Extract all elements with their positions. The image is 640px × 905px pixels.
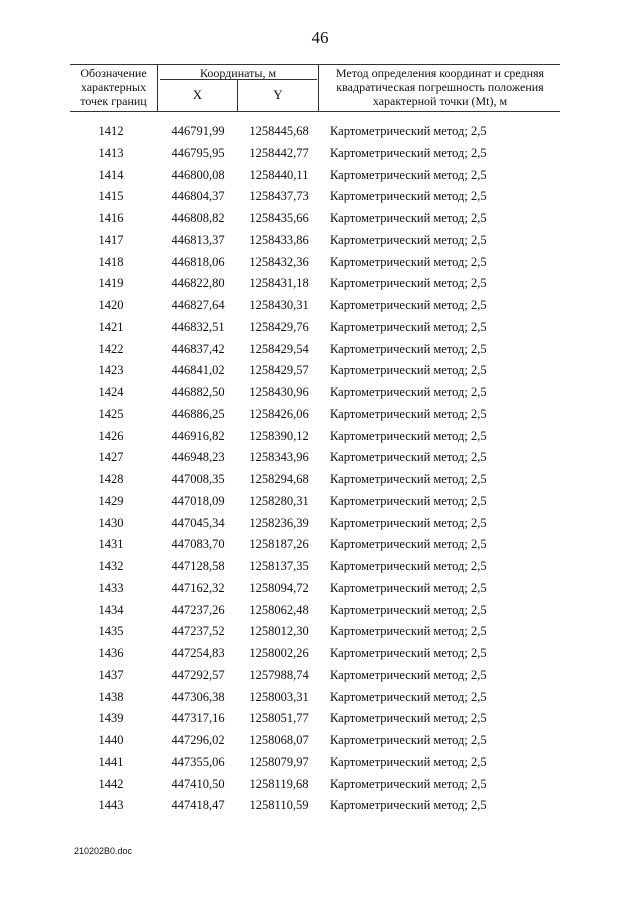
method-cell: Картометрический метод; 2,5 (330, 559, 487, 573)
table-row (0, 275, 640, 291)
method-cell: Картометрический метод; 2,5 (330, 711, 487, 726)
coord-y: 1258343,96 (249, 450, 309, 465)
table-row (0, 210, 640, 226)
method-cell: Картометрический метод; 2,5 (330, 798, 487, 813)
table-row (0, 428, 640, 444)
method-cell: Картометрический метод; 2,5 (330, 646, 487, 660)
point-id: 1419 (98, 276, 124, 291)
method-cell: Картометрический метод; 2,5 (330, 276, 487, 291)
table-row (0, 536, 640, 552)
footer-filename: 210202B0.doc (74, 846, 133, 856)
method-cell: Картометрический метод; 2,5 (330, 341, 487, 356)
point-id: 1436 (98, 646, 124, 660)
coord-y: 1258390,12 (249, 428, 309, 443)
coord-y: 1258430,31 (249, 298, 309, 312)
coord-y: 1258280,31 (249, 493, 309, 508)
table-row (0, 732, 640, 748)
coord-y: 1258440,11 (249, 167, 309, 182)
coord-y: 1258062,48 (249, 602, 309, 617)
method-cell: Картометрический метод; 2,5 (330, 232, 487, 247)
method-cell: Картометрический метод; 2,5 (330, 624, 487, 639)
header-method-line-3: характерной точки (Mt), м (372, 94, 508, 108)
point-id: 1433 (98, 580, 124, 595)
coord-x: 447008,35 (171, 472, 225, 486)
point-id: 1439 (98, 711, 124, 726)
coord-y: 1258429,57 (249, 363, 309, 378)
header-y: Y (273, 87, 283, 102)
point-id: 1428 (98, 472, 124, 486)
coord-x: 446827,64 (171, 298, 225, 312)
coord-y: 1258137,35 (249, 559, 309, 573)
coord-y: 1258119,68 (249, 776, 309, 791)
point-id: 1420 (98, 298, 124, 312)
coord-x: 446804,37 (171, 189, 225, 204)
method-cell: Картометрический метод; 2,5 (330, 472, 487, 486)
table-row (0, 384, 640, 400)
coord-x: 446808,82 (171, 211, 225, 225)
coord-y: 1258236,39 (249, 515, 309, 530)
point-id: 1429 (98, 493, 124, 508)
coord-x: 446886,25 (171, 406, 225, 421)
coord-x: 446882,50 (171, 385, 225, 399)
table-row (0, 689, 640, 705)
point-id: 1414 (98, 167, 124, 182)
coord-y: 1258429,54 (249, 341, 309, 356)
method-cell: Картометрический метод; 2,5 (330, 689, 487, 704)
point-id: 1432 (98, 559, 124, 573)
point-id: 1437 (98, 667, 124, 682)
method-cell: Картометрический метод; 2,5 (330, 167, 487, 182)
method-cell: Картометрический метод; 2,5 (330, 776, 487, 791)
point-id: 1417 (98, 232, 124, 247)
table-row (0, 667, 640, 683)
coord-x: 446813,37 (171, 232, 225, 247)
method-cell: Картометрический метод; 2,5 (330, 602, 487, 617)
point-id: 1421 (98, 319, 124, 334)
coord-x: 447410,50 (171, 776, 225, 791)
point-id: 1412 (98, 124, 124, 138)
table-row (0, 123, 640, 139)
coord-y: 1258294,68 (249, 472, 309, 486)
coord-y: 1258432,36 (249, 254, 309, 269)
coord-y: 1258433,86 (249, 232, 309, 247)
coord-y: 1258012,30 (249, 624, 309, 639)
coord-x: 447128,58 (171, 559, 225, 573)
method-cell: Картометрический метод; 2,5 (330, 319, 487, 334)
coord-x: 446948,23 (171, 450, 225, 465)
method-cell: Картометрический метод; 2,5 (330, 211, 487, 225)
table-row (0, 645, 640, 661)
table-row (0, 232, 640, 248)
table-row (0, 515, 640, 531)
coord-x: 447083,70 (171, 537, 225, 552)
point-id: 1424 (98, 385, 124, 399)
table-row (0, 776, 640, 792)
method-cell: Картометрический метод; 2,5 (330, 667, 487, 682)
header-method-line-2: квадратическая погрешность положения (336, 80, 544, 94)
coord-y: 1257988,74 (249, 667, 309, 682)
method-cell: Картометрический метод; 2,5 (330, 189, 487, 204)
table-row (0, 449, 640, 465)
method-cell: Картометрический метод; 2,5 (330, 580, 487, 595)
coord-y: 1258187,26 (249, 537, 309, 552)
table-row (0, 602, 640, 618)
table-row (0, 188, 640, 204)
coord-x: 447045,34 (171, 515, 225, 530)
point-id: 1443 (98, 798, 124, 813)
coord-x: 446832,51 (171, 319, 225, 334)
coord-x: 447254,83 (171, 646, 225, 660)
table-row (0, 341, 640, 357)
page-number: 46 (311, 28, 329, 47)
coord-y: 1258426,06 (249, 406, 309, 421)
method-cell: Картометрический метод; 2,5 (330, 124, 487, 138)
point-id: 1435 (98, 624, 124, 639)
coord-y: 1258437,73 (249, 189, 309, 204)
table-row (0, 145, 640, 161)
header-x: X (192, 87, 203, 102)
header-method-line-1: Метод определения координат и средняя (335, 66, 545, 80)
method-cell: Картометрический метод; 2,5 (330, 145, 487, 160)
coord-y: 1258079,97 (249, 754, 309, 769)
header-point-line-1: Обозначение (80, 66, 147, 80)
table-row (0, 580, 640, 596)
coord-y: 1258431,18 (249, 276, 309, 291)
header-point-line-2: характерных (80, 80, 147, 94)
point-id: 1416 (98, 211, 124, 225)
coord-x: 446916,82 (171, 428, 225, 443)
table-row (0, 471, 640, 487)
point-id: 1415 (98, 189, 124, 204)
point-id: 1418 (98, 254, 124, 269)
header-coordinates: Координаты, м (199, 66, 277, 80)
table-row (0, 167, 640, 183)
coord-x: 446822,80 (171, 276, 225, 291)
coord-y: 1258094,72 (249, 580, 309, 595)
coord-y: 1258068,07 (249, 733, 309, 747)
table-row (0, 297, 640, 313)
coord-x: 447018,09 (171, 493, 225, 508)
point-id: 1434 (98, 602, 124, 617)
coord-x: 447418,47 (171, 798, 225, 813)
point-id: 1440 (98, 733, 124, 747)
method-cell: Картометрический метод; 2,5 (330, 363, 487, 378)
table-row (0, 362, 640, 378)
method-cell: Картометрический метод; 2,5 (330, 754, 487, 769)
point-id: 1427 (98, 450, 124, 465)
method-cell: Картометрический метод; 2,5 (330, 406, 487, 421)
coord-x: 447355,06 (171, 754, 225, 769)
coord-x: 446841,02 (171, 363, 225, 378)
coord-x: 447162,32 (171, 580, 225, 595)
point-id: 1413 (98, 145, 124, 160)
method-cell: Картометрический метод; 2,5 (330, 385, 487, 399)
point-id: 1438 (98, 689, 124, 704)
coord-y: 1258442,77 (249, 145, 309, 160)
point-id: 1425 (98, 406, 124, 421)
coord-y: 1258002,26 (249, 646, 309, 660)
method-cell: Картометрический метод; 2,5 (330, 254, 487, 269)
method-cell: Картометрический метод; 2,5 (330, 537, 487, 552)
table-row (0, 754, 640, 770)
point-id: 1430 (98, 515, 124, 530)
coord-y: 1258110,59 (249, 798, 309, 813)
coord-y: 1258051,77 (249, 711, 309, 726)
method-cell: Картометрический метод; 2,5 (330, 515, 487, 530)
point-id: 1431 (98, 537, 124, 552)
coord-y: 1258430,96 (249, 385, 309, 399)
table-row (0, 558, 640, 574)
method-cell: Картометрический метод; 2,5 (330, 298, 487, 312)
table-row (0, 797, 640, 813)
table-row (0, 493, 640, 509)
coord-x: 446791,99 (171, 124, 225, 138)
method-cell: Картометрический метод; 2,5 (330, 428, 487, 443)
header-point-line-3: точек границ (80, 94, 147, 108)
coord-x: 447237,52 (171, 624, 225, 639)
point-id: 1441 (98, 754, 124, 769)
coord-x: 447296,02 (171, 733, 225, 747)
coord-y: 1258429,76 (249, 319, 309, 334)
coord-x: 447237,26 (171, 602, 225, 617)
coord-x: 447292,57 (171, 667, 225, 682)
table-row (0, 319, 640, 335)
method-cell: Картометрический метод; 2,5 (330, 450, 487, 465)
table-row (0, 623, 640, 639)
coord-y: 1258445,68 (249, 124, 309, 138)
coord-y: 1258435,66 (249, 211, 309, 225)
coord-y: 1258003,31 (249, 689, 309, 704)
method-cell: Картометрический метод; 2,5 (330, 733, 487, 747)
point-id: 1426 (98, 428, 124, 443)
coord-x: 446818,06 (171, 254, 225, 269)
point-id: 1422 (98, 341, 124, 356)
point-id: 1423 (98, 363, 124, 378)
table-row (0, 710, 640, 726)
coord-x: 446837,42 (171, 341, 225, 356)
method-cell: Картометрический метод; 2,5 (330, 493, 487, 508)
coord-x: 447317,16 (171, 711, 225, 726)
table-row (0, 254, 640, 270)
coord-x: 447306,38 (171, 689, 225, 704)
coord-x: 446800,08 (171, 167, 225, 182)
table-row (0, 406, 640, 422)
point-id: 1442 (98, 776, 124, 791)
coord-x: 446795,95 (171, 145, 225, 160)
